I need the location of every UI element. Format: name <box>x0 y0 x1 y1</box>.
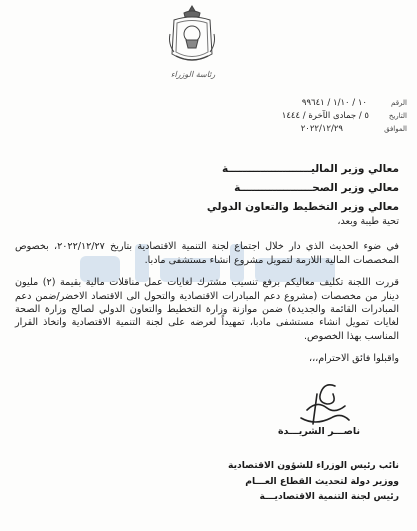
recipient-planning-minister: معالي وزير التخطيط والتعاون الدولي <box>206 201 399 213</box>
ref-number-row <box>187 96 407 109</box>
ref-number-label: الرقم <box>391 98 407 107</box>
body-paragraph-2: قررت اللجنة تكليف معاليكم برفع تنسيب مشترك لغايات عمل مناقلات مالية بقيمة (٢) مليون دينار من مخصصات (مشروع دعم المبادرات الاقتصادية والتحول الى الاقتصاد الاخضر/ضمن دعم المبادرات القائمة والجديدة) ضمن موازنة وزارة التخطيط والتعاون الدولي لصالح وزارة الصحة لغايات تمويل انشاء مستشفى مادبا، تمهيداً لعرضه على لجنة التنمية الاقتصادية واتخاذ القرار المناسب بهذا الخصوص. <box>15 277 399 342</box>
closing-text: واقبلوا فائق الاحترام،،، <box>308 353 399 365</box>
handwritten-signature <box>287 380 357 430</box>
recipient-health-minister: معالي وزير الصحــــــــــــــــــــة <box>234 182 399 194</box>
ref-corresponding-label: الموافق <box>384 124 407 133</box>
signer-titles <box>199 458 399 505</box>
ref-date-value: ٥ / جمادى الآخرة / ١٤٤٤ <box>281 110 369 121</box>
greeting-text: تحية طيبة وبعد، <box>337 216 399 227</box>
jordan-royal-crest-icon <box>166 4 218 68</box>
letter-body <box>15 215 399 375</box>
office-name: رئاسة الوزراء <box>170 70 216 79</box>
ref-date-row <box>187 109 407 122</box>
ref-number-value: ١٠ / ١/١٠ / ٩٩٦٤١ <box>301 97 367 108</box>
signer-title-1: نائب رئيس الوزراء للشؤون الاقتصادية <box>228 460 399 471</box>
signer-title-2: ووزير دولة لتحديث القطاع العـــام <box>245 475 399 487</box>
reference-block <box>187 96 407 135</box>
signer-title-3: رئيس لجنة التنمية الاقتصاديـــة <box>259 491 399 502</box>
recipients-block <box>99 160 399 217</box>
body-paragraph-1: في ضوء الحديث الذي دار خلال اجتماع لجنة التنمية الاقتصادية بتاريخ ٢٠٢٢/١٢/٢٧، بخصوص المخصصات المالية اللازمة لتمويل مشروع انشاء مستشفى مادبا. <box>15 241 399 266</box>
ref-corresponding-value: ٢٠٢٢/١٢/٢٩ <box>300 123 343 134</box>
signer-name: ناصـــر الشريـــدة <box>277 426 361 437</box>
recipient-finance-minister: معالي وزير الماليـــــــــــــــــــــــة <box>222 163 399 175</box>
ref-corresponding-row <box>187 122 407 135</box>
ref-date-label: التاريخ <box>388 111 407 120</box>
